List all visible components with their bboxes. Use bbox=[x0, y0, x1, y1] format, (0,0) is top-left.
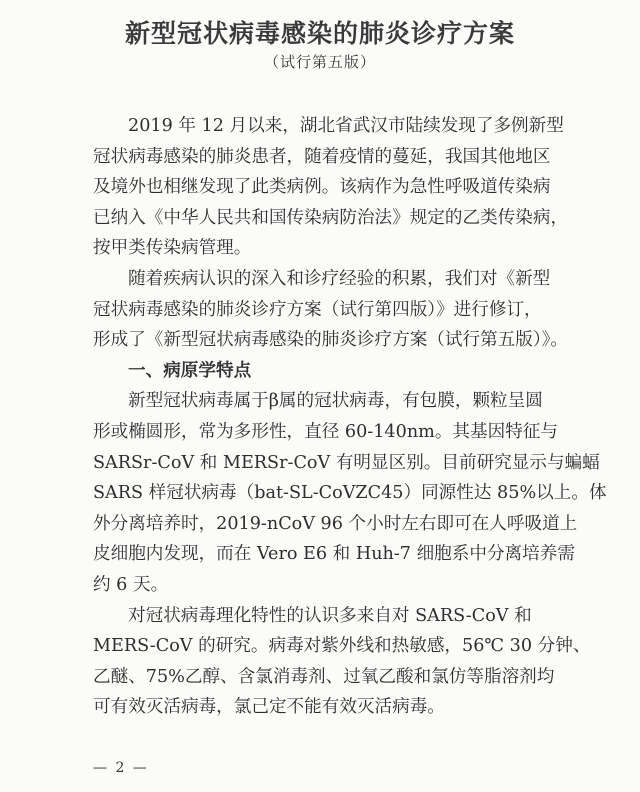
paragraph-physicochemical bbox=[93, 601, 591, 723]
text-line: 外分离培养时，2019-nCoV 96 个小时左右即可在人呼吸道上 bbox=[93, 513, 578, 534]
text-line: 冠状病毒感染的肺炎诊疗方案（试行第四版）》进行修订， bbox=[93, 299, 542, 320]
text-line: 已纳入《中华人民共和国传染病防治法》规定的乙类传染病， bbox=[93, 207, 569, 228]
text-line: SARS 样冠状病毒（bat-SL-CoVZC45）同源性达 85%以上。体 bbox=[93, 483, 607, 504]
paragraph-intro bbox=[93, 111, 569, 264]
text-line: 约 6 天。 bbox=[93, 574, 169, 595]
text-line: 新型冠状病毒属于β属的冠状病毒，有包膜，颗粒呈圆 bbox=[128, 391, 543, 412]
text-line: 形或椭圆形，常为多形性，直径 60-140nm。其基因特征与 bbox=[93, 421, 558, 442]
text-line: 冠状病毒感染的肺炎患者，随着疫情的蔓延，我国其他地区 bbox=[93, 146, 551, 167]
text-line: 2019 年 12 月以来，湖北省武汉市陆续发现了多例新型 bbox=[128, 116, 564, 136]
document-title: 新型冠状病毒感染的肺炎诊疗方案 bbox=[124, 19, 515, 48]
section-heading-text: 一、病原学特点 bbox=[128, 360, 252, 381]
text-line: 可有效灭活病毒，氯己定不能有效灭活病毒。 bbox=[93, 697, 445, 718]
section-heading bbox=[93, 356, 553, 387]
text-line: 乙醚、75%乙醇、含氯消毒剂、过氧乙酸和氯仿等脂溶剂均 bbox=[93, 666, 555, 687]
document-body bbox=[93, 111, 607, 723]
text-line: 皮细胞内发现，而在 Vero E6 和 Huh-7 细胞系中分离培养需 bbox=[93, 544, 575, 565]
text-line: 对冠状病毒理化特性的认识多来自对 SARS-CoV 和 bbox=[128, 605, 532, 626]
text-line: 随着疾病认识的深入和诊疗经验的积累，我们对《新型 bbox=[128, 268, 551, 289]
text-line: 形成了《新型冠状病毒感染的肺炎诊疗方案（试行第五版）》。 bbox=[93, 330, 569, 351]
text-line: SARSr-CoV 和 MERSr-CoV 有明显区别。目前研究显示与蝙蝠 bbox=[93, 452, 600, 473]
document-subtitle: （试行第五版） bbox=[263, 53, 376, 71]
text-line: 及境外也相继发现了此类病例。该病作为急性呼吸道传染病 bbox=[93, 177, 551, 198]
paragraph-revision bbox=[93, 264, 569, 356]
paragraph-virology bbox=[93, 386, 607, 600]
page-number: — 2 — bbox=[93, 760, 149, 776]
text-line: 按甲类传染病管理。 bbox=[93, 238, 252, 259]
text-line: MERS-CoV 的研究。病毒对紫外线和热敏感，56℃ 30 分钟、 bbox=[93, 636, 591, 657]
